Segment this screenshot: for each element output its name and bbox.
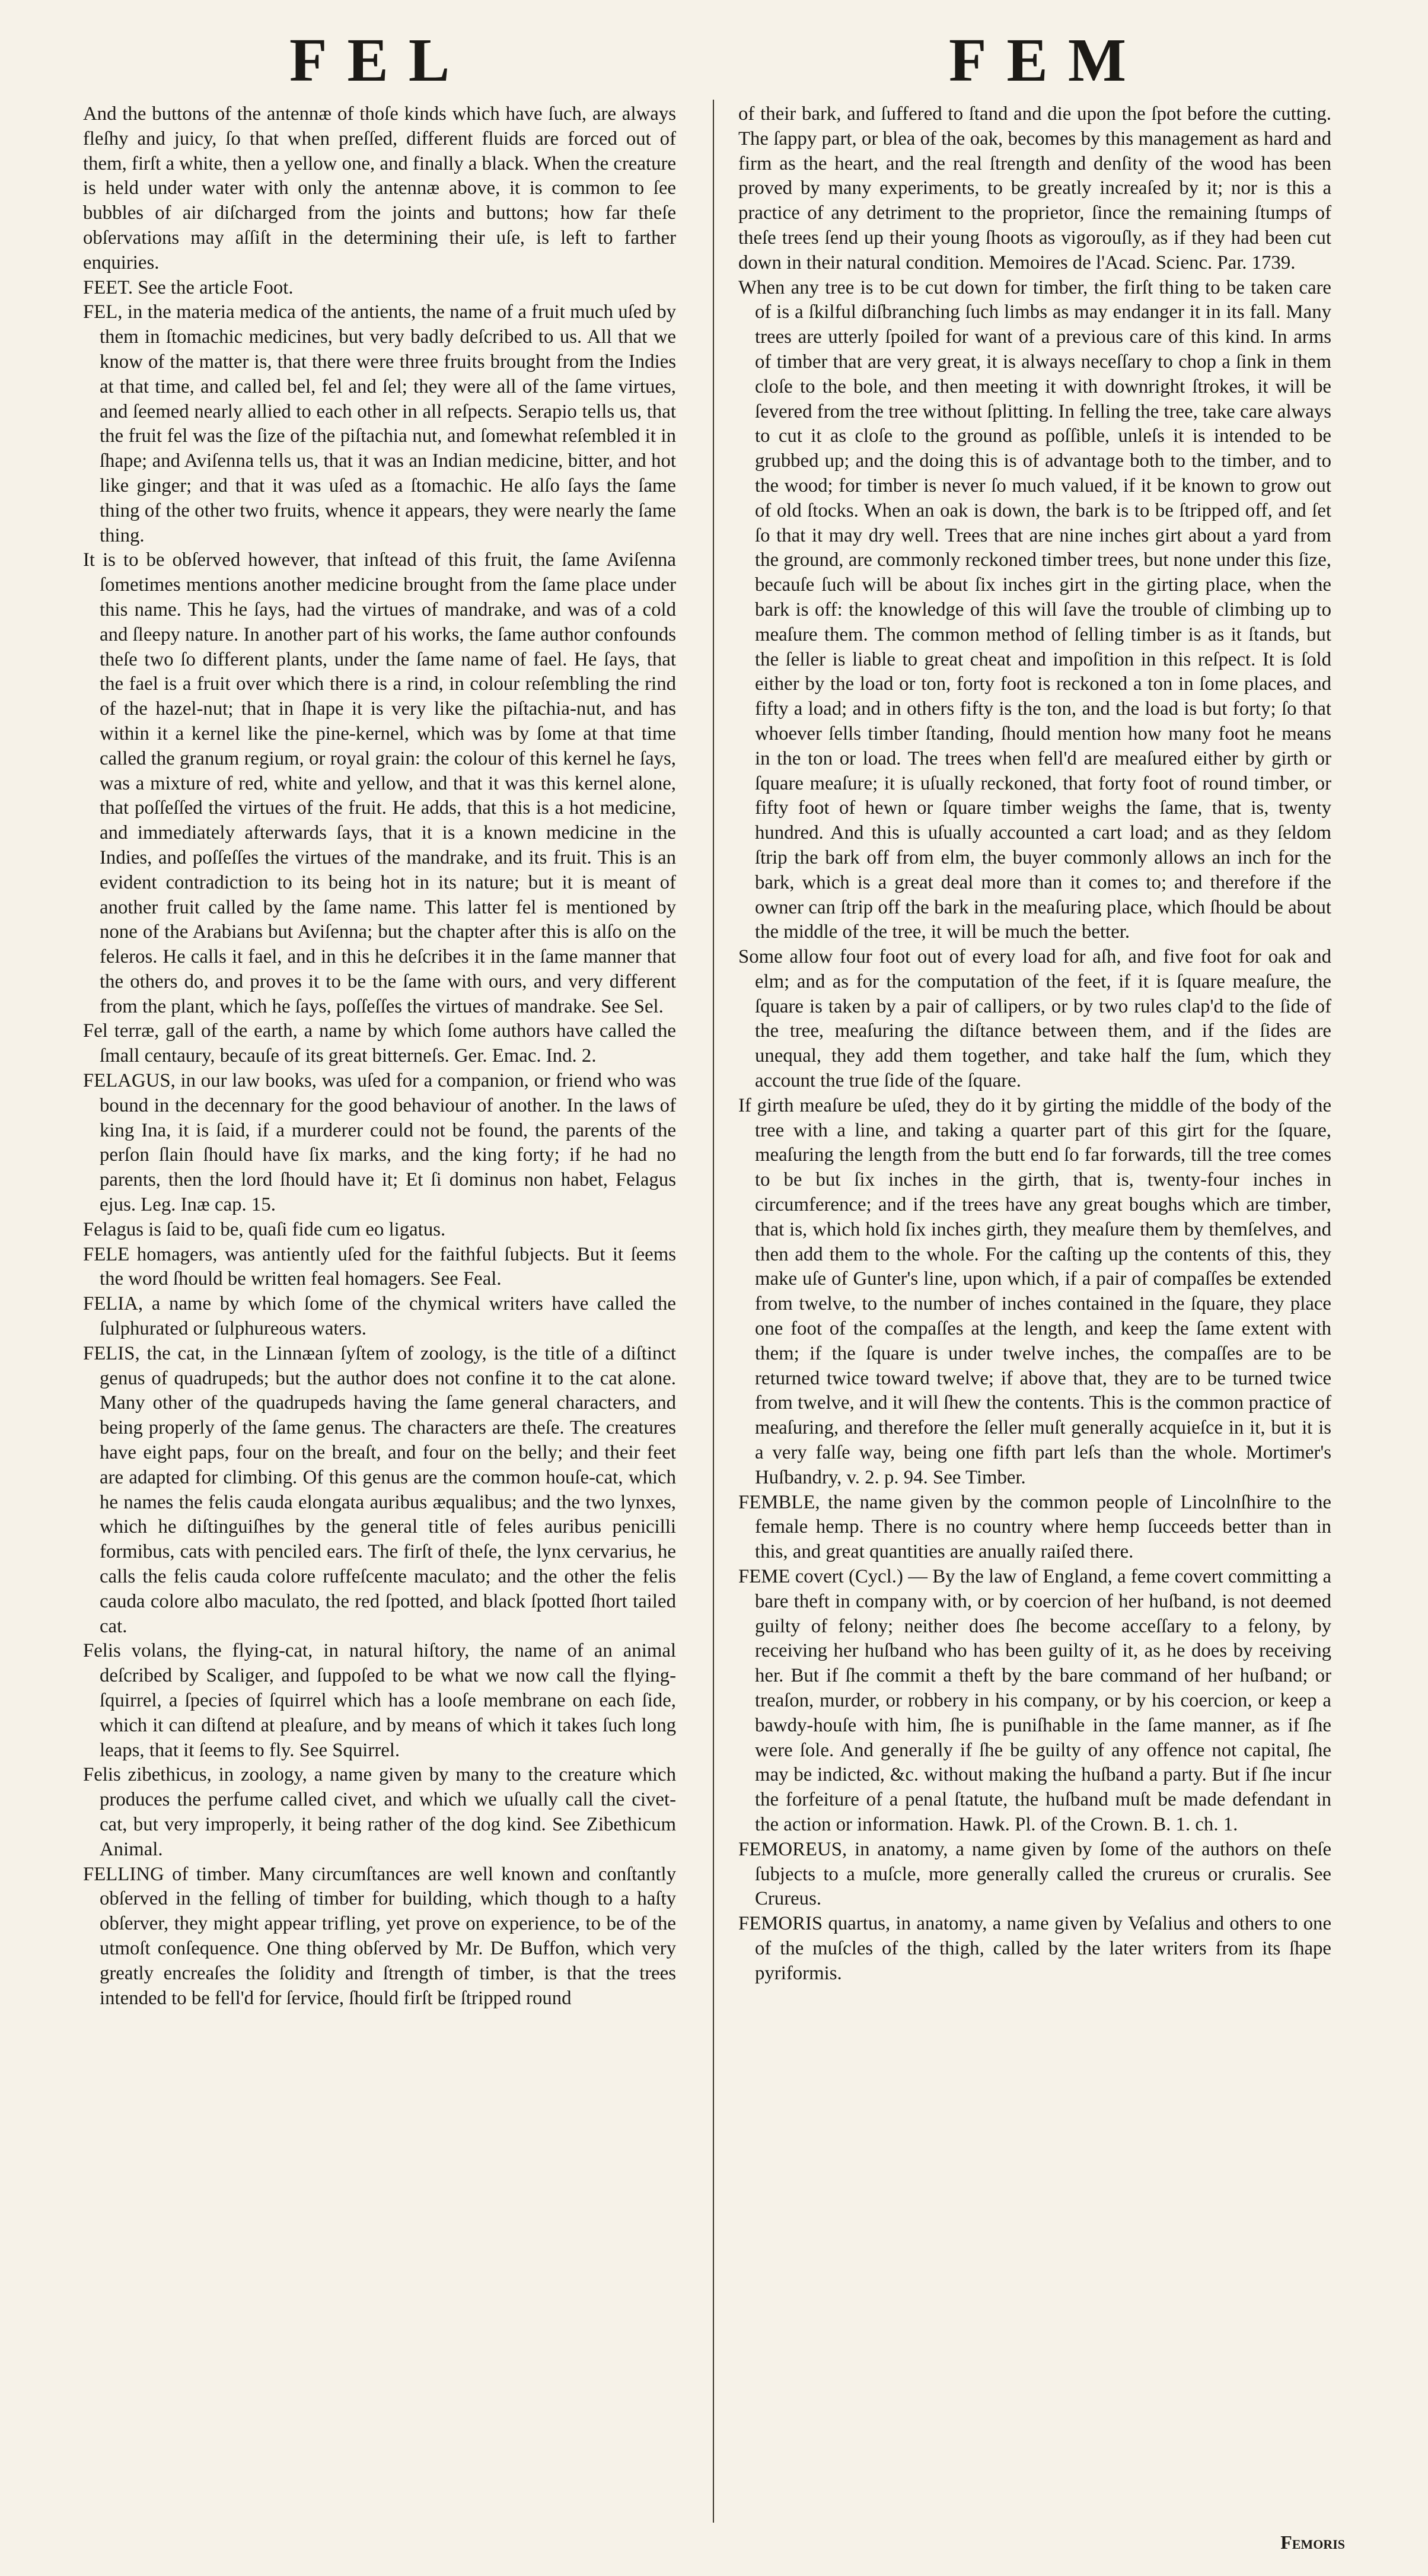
entry-paragraph: It is to be obſerved however, that inſtead of this fruit, the ſame Aviſenna ſometimes mentions another medicine brought from the ſame place under this name. This he ſays, had the virtues of mandrake, and was of a cold and ſleepy nature. In another part of his works, the ſame author confounds theſe two ſo different plants, under the ſame name of fael. He ſays, that the fael is a fruit over which there is a rind, in colour reſembling the rind of the hazel-nut; that in ſhape it is very like the piſtachia-nut, and has within it a kernel like the pine-kernel, which was by ſome at that time called the granum regium, or royal grain: the colour of this kernel he ſays, was a mixture of red, white and yellow, and that it was this kernel alone, that poſſeſſed the virtues of the fruit. He adds, that this is a hot medicine, and immediately afterwards ſays, that it is a known medicine in the Indies, and poſſeſſes the virtues of the mandrake, and its fruit. This is an evident contradiction to its being hot in its nature; but it is meant of another fruit called by the ſame name. This latter fel is mentioned by none of the Arabians but Aviſenna; but the chapter after this is alſo on the feleros. He calls it fael, and in this he deſcribes it in the ſame manner that the others do, and proves it to be the ſame with ours, and very different from the plant, which he ſays, poſſeſſes the virtues of mandrake. See Sel. bbox=[83, 549, 676, 1017]
entry-paragraph: And the buttons of the antennæ of thoſe kinds which have ſuch, are always fleſhy and juicy, ſo that when preſſed, different fluids are forced out of them, firſt a white, then a yellow one, and finally a black. When the creature is held under water with only the antennæ above, it is common to ſee bubbles of air diſcharged from the joints and buttons; how far theſe obſervations may aſſiſt in the determining their uſe, is left to farther enquiries. bbox=[83, 103, 676, 273]
entry-paragraph: FEET. See the article Foot. bbox=[83, 276, 294, 298]
entry-paragraph: Felis zibethicus, in zoology, a name given by many to the creature which produces the perfume called civet, and which we uſually call the civet-cat, but very improperly, it being rather of the dog kind. See Zibethicum Animal. bbox=[83, 1764, 676, 1860]
entry-paragraph: FELLING of timber. Many circumſtances are well known and conſtantly obſerved in the felling of timber for building, which though to a haſty obſerver, they might appear trifling, yet prove on experience, to be of the utmoſt conſequence. One thing obſerved by Mr. De Buffon, which very greatly encreaſes the ſolidity and ſtrength of timber, is that the trees intended to be fell'd for ſervice, ſhould firſt be ſtripped round bbox=[83, 1863, 676, 2009]
entry-paragraph: Felis volans, the flying-cat, in natural hiſtory, the name of an animal deſcribed by Scaliger, and ſuppoſed to be what we now call the flying-ſquirrel, a ſpecies of ſquirrel which has a looſe membrane on each ſide, which it can diſtend at pleaſure, and by means of which it takes ſuch long leaps, that it ſeems to fly. See Squirrel. bbox=[83, 1640, 676, 1761]
running-head-right: FEM bbox=[949, 26, 1147, 94]
entry-paragraph: FELIS, the cat, in the Linnæan ſyſtem of zoology, is the title of a diſtinct genus of quadrupeds; but the author does not confine it to the cat alone. Many other of the quadrupeds having the ſame general characters, and being properly of the ſame genus. The characters are theſe. The creatures have eight paps, four on the breaſt, and four on the belly; and their feet are adapted for climbing. Of this genus are the common houſe-cat, which he names the felis cauda elongata auribus æqualibus; and the two lynxes, which he diſtinguiſhes by the general title of feles auribus penicilli formibus, cats with penciled ears. The firſt of theſe, the lynx cervarius, he calls the felis cauda colore ruffeſcente maculato; and the other the felis cauda colore albo maculato, the red ſpotted, and black ſpotted ſhort tailed cat. bbox=[83, 1342, 676, 1637]
column-divider bbox=[713, 100, 714, 2523]
catchword: Femoris bbox=[1280, 2532, 1345, 2553]
entry-paragraph: FEMORIS quartus, in anatomy, a name given by Veſalius and others to one of the muſcles of the thigh, called by the later writers from its ſhape pyriformis. bbox=[738, 1913, 1331, 1984]
entry-paragraph: FELE homagers, was antiently uſed for the faithful ſubjects. But it ſeems the word ſhould be written feal homagers. See Feal. bbox=[83, 1243, 676, 1290]
entry-paragraph: FEME covert (Cycl.) — By the law of England, a feme covert committing a bare theft in company with, or by coercion of her huſband, is not deemed guilty of felony; neither does ſhe become acceſſary to a felony, by receiving her huſband who has been guilty of it, as he does by receiving her. But if ſhe commit a theft by the bare command of her huſband; or treaſon, murder, or robbery in his company, or by his coercion, or keep a bawdy-houſe with him, ſhe is puniſhable in the ſame manner, as if ſhe were ſole. And generally if ſhe be guilty of any offence not capital, ſhe may be indicted, &c. without making the huſband a party. But if ſhe incur the forfeiture of a penal ſtatute, the huſband muſt be made defendant in the action or information. Hawk. Pl. of the Crown. B. 1. ch. 1. bbox=[738, 1566, 1331, 1835]
entry-paragraph: Some allow four foot out of every load for aſh, and five foot for oak and elm; and as for the computation of the feet, if it is ſquare meaſure, the ſquare is taken by a pair of callipers, or by two rules clap'd to the ſide of the tree, meaſuring the diſtance between them, and if the ſides are unequal, they add them together, and take half the ſum, which they account the true ſide of the ſquare. bbox=[738, 946, 1331, 1092]
entry-paragraph: Fel terræ, gall of the earth, a name by which ſome authors have called the ſmall centaury, becauſe of its great bitterneſs. Ger. Emac. Ind. 2. bbox=[83, 1020, 676, 1067]
entry-paragraph: FEL, in the materia medica of the antients, the name of a fruit much uſed by them in ſtomachic medicines, but very badly deſcribed to us. All that we know of the matter is, that there were three fruits brought from the Indies at that time, and called bel, fel and ſel; they were all of the ſame virtues, and ſeemed nearly allied to each other in all reſpects. Serapio tells us, that the fruit fel was the ſize of the piſtachia nut, and ſomewhat reſembled it in ſhape; and Aviſenna tells us, that it was an Indian medicine, bitter, and hot like ginger; and that it was uſed as a ſtomachic. He alſo ſays the ſame thing of the other two fruits, whence it appears, they were nearly the ſame thing. bbox=[83, 301, 676, 546]
entry-paragraph: FEMBLE, the name given by the common people of Lincolnſhire to the female hemp. There is no country where hemp ſucceeds better than in this, and great quantities are anually raiſed there. bbox=[738, 1491, 1331, 1563]
running-head-left: FEL bbox=[289, 26, 470, 94]
entry-paragraph: FELIA, a name by which ſome of the chymical writers have called the ſulphurated or ſulphureous waters. bbox=[83, 1293, 676, 1340]
entry-paragraph: If girth meaſure be uſed, they do it by girting the middle of the body of the tree with a line, and taking a quarter part of this girt for the ſquare, meaſuring the length from the butt end ſo far forwards, till the tree comes to be but ſix inches in the girth, that is, twenty-four inches in circumference; and if the trees have any great boughs which are timber, that is, which hold ſix inches girth, they meaſure them by themſelves, and then add them to the whole. For the caſting up the contents of this, they make uſe of Gunter's line, upon which, if a pair of compaſſes be extended from twelve, to the number of inches contained in the ſquare, they place one foot of the compaſſes at the length, and keep the ſame extent with them; if the ſquare is under twelve inches, the compaſſes are to be returned twice toward twelve; if above that, they are to be turned twice from twelve, and it will ſhew the contents. This is the common practice of meaſuring, and therefore the ſeller muſt generally acquieſce in it, but it is a very falſe way, being one fifth part leſs than the whole. Mortimer's Huſbandry, v. 2. p. 94. See Timber. bbox=[738, 1094, 1331, 1488]
entry-paragraph: FELAGUS, in our law books, was uſed for a companion, or friend who was bound in the decennary for the good behaviour of another. In the laws of king Ina, it is ſaid, if a murderer could not be found, the parents of the perſon ſlain ſhould have ſix marks, and the king forty; if he had no parents, then the lord ſhould have it; Et ſi dominus non habet, Felagus ejus. Leg. Inæ cap. 15. bbox=[83, 1070, 676, 1216]
left-column bbox=[83, 102, 676, 2011]
entry-paragraph: Felagus is ſaid to be, quaſi fide cum eo ligatus. bbox=[83, 1218, 446, 1240]
entry-paragraph: FEMOREUS, in anatomy, a name given by ſome of the authors on theſe ſubjects to a muſcle, more generally called the crureus or cruralis. See Crureus. bbox=[738, 1838, 1331, 1910]
right-column bbox=[738, 102, 1331, 1986]
entry-paragraph: of their bark, and ſuffered to ſtand and die upon the ſpot before the cutting. The ſappy part, or blea of the oak, becomes by this management as hard and firm as the heart, and the real ſtrength and denſity of the wood has been proved by many experiments, to be greatly increaſed by it; nor is this a practice of any detriment to the proprietor, ſince the remaining ſtumps of theſe trees ſend up their young ſhoots as vigorouſly, as if they had been cut down in their natural condition. Memoires de l'Acad. Scienc. Par. 1739. bbox=[738, 103, 1331, 273]
entry-paragraph: When any tree is to be cut down for timber, the firſt thing to be taken care of is a ſkilful diſbranching ſuch limbs as may endanger it in its fall. Many trees are utterly ſpoiled for want of a previous care of this kind. In arms of timber that are very great, it is always neceſſary to chop a ſink in them cloſe to the bole, and then meeting it with downright ſtrokes, it will be ſevered from the tree without ſplitting. In felling the tree, take care always to cut it as cloſe to the ground as poſſible, unleſs it is intended to be grubbed up; and the doing this is of advantage both to the timber, and to the wood; for timber is never ſo much valued, if it be known to grow out of old ſtocks. When an oak is down, the bark is to be ſtripped off, and ſet ſo that it may dry well. Trees that are nine inches girt about a yard from the ground, are commonly reckoned timber trees, but none under this ſize, becauſe ſuch will be about ſix inches girt in the girting place, when the bark is off: the knowledge of this will ſave the trouble of climbing up to meaſure them. The common method of ſelling timber is as it ſtands, but the ſeller is liable to great cheat and impoſition in this reſpect. It is ſold either by the load or ton, forty foot is reckoned a ton in ſome places, and fifty a load; and in others fifty is the ton, and the load is but forty; ſo that whoever ſells timber ſtanding, ſhould mention how many foot he means in the ton or load. The trees when fell'd are meaſured either by girth or ſquare meaſure; it is uſually reckoned, that forty foot of round timber, or fifty foot of hewn or ſquare timber weighs the ſame, that is, twenty hundred. And this is uſually accounted a cart load; and as they ſeldom ſtrip the bark off from elm, the buyer commonly allows an inch for the bark, which is a great deal more than it comes to; and therefore if the owner can ſtrip off the bark in the meaſuring place, which ſhould be about the middle of the tree, it will be much the better. bbox=[738, 276, 1331, 943]
